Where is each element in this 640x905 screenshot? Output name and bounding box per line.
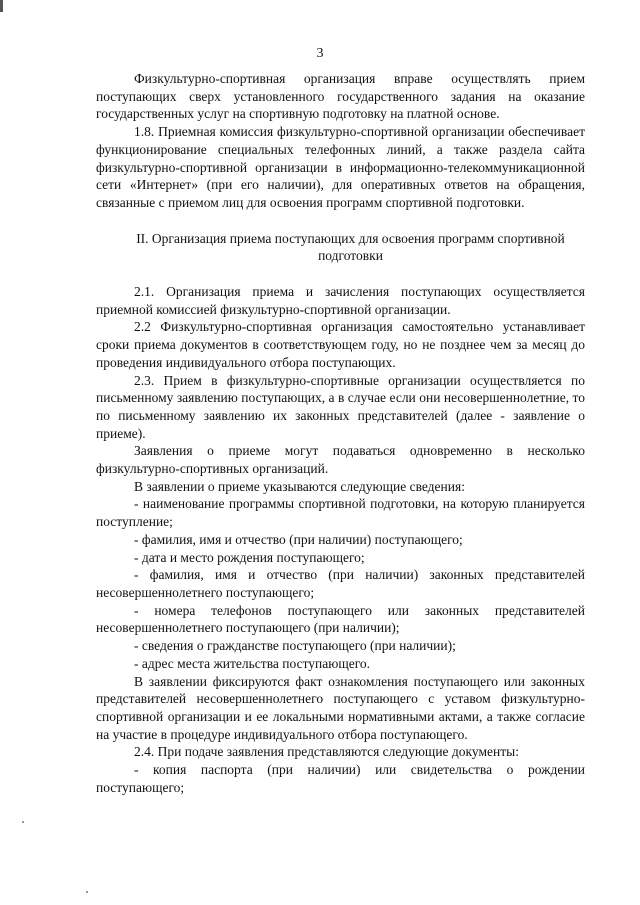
list-item: - сведения о гражданстве поступающего (при наличии); [134, 638, 456, 654]
scan-artifact [86, 891, 88, 893]
list-item: - фамилия, имя и отчество (при наличии) поступающего; [134, 531, 463, 547]
list-item: - копия паспорта (при наличии) или свидетельства о рождении поступающего; [96, 762, 585, 795]
paragraph: 2.2 Физкультурно-спортивная организация самостоятельно устанавливает сроки приема документов в соответствующем году, но не позднее чем за месяц до проведения индивидуального отбора поступающих. [96, 319, 585, 370]
document-body [96, 70, 585, 796]
paragraph: В заявлении фиксируются факт ознакомления поступающего или законных представителей несовершеннолетнего поступающего с уставом физкультурно-спортивной организации и ее локальными нормативными актами, а также согласие на участие в процедуре индивидуального отбора поступающего. [96, 673, 585, 742]
page-number: 3 [316, 46, 324, 61]
scan-artifact [22, 821, 24, 823]
list-item: - фамилия, имя и отчество (при наличии) законных представителей несовершеннолетнего поступающего; [96, 567, 585, 600]
paragraph: 2.1. Организация приема и зачисления поступающих осуществляется приемной комиссией физкультурно-спортивной организации. [96, 284, 585, 317]
paragraph: 2.4. При подаче заявления представляются следующие документы: [134, 744, 519, 760]
paragraph: В заявлении о приеме указываются следующие сведения: [134, 478, 465, 494]
paragraph: Физкультурно-спортивная организация вправе осуществлять прием поступающих сверх установленного государственного задания на оказание государственных услуг на спортивную подготовку на платной основе. [96, 71, 585, 122]
list-item: - номера телефонов поступающего или законных представителей несовершеннолетнего поступающего (при наличии); [96, 602, 585, 636]
list-item: - наименование программы спортивной подготовки, на которую планируется поступление; [96, 496, 585, 530]
paragraph: 2.3. Прием в физкультурно-спортивные организации осуществляется по письменному заявлению поступающих, а в случае если они несовершеннолетние, то по письменному заявлению их законных представителей (далее - заявление о приеме). [96, 372, 585, 441]
paragraph: 1.8. Приемная комиссия физкультурно-спортивной организации обеспечивает функционирование специальных телефонных линий, а также раздела сайта физкультурно-спортивной организации в информационно-телекоммуникационной сети «Интернет» (при его наличии), для оперативных ответов на обращения, связанные с приемом лиц для освоения программ спортивной подготовки. [96, 124, 585, 210]
list-item: - дата и место рождения поступающего; [134, 549, 365, 565]
scan-artifact [0, 0, 3, 12]
section-heading: II. Организация приема поступающих для освоения программ спортивной подготовки [136, 230, 565, 264]
paragraph: Заявления о приеме могут подаваться одновременно в несколько физкультурно-спортивных организаций. [96, 443, 585, 477]
list-item: - адрес места жительства поступающего. [134, 655, 371, 671]
